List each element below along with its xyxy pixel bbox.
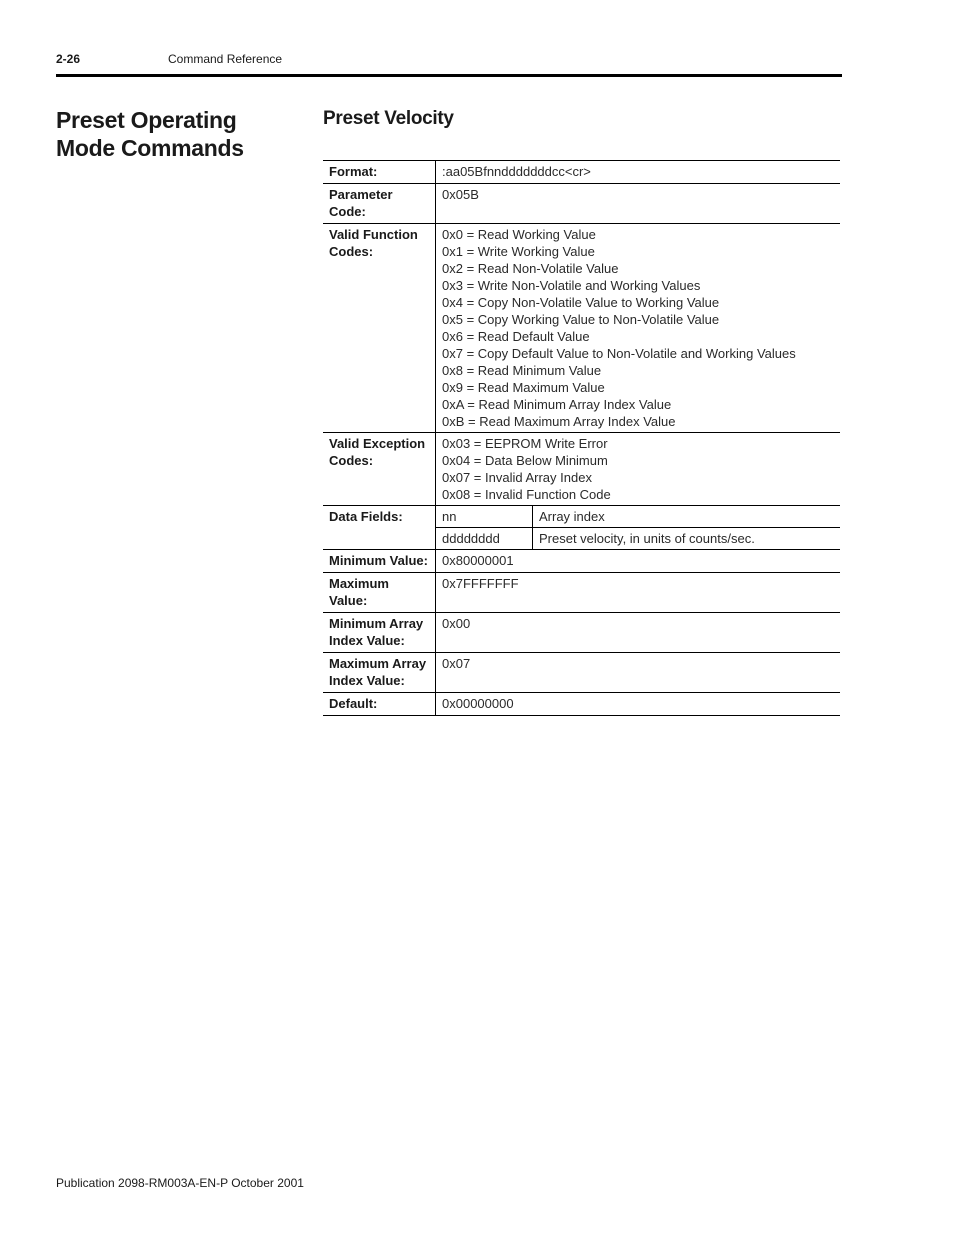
running-title: Command Reference	[168, 52, 283, 66]
row-value	[436, 433, 841, 506]
row-value: 0x80000001	[436, 550, 841, 573]
command-reference-table	[323, 160, 840, 716]
row-label: Data Fields:	[323, 506, 436, 550]
table-row-format	[323, 161, 840, 184]
table-row-minimum-array-index-value	[323, 613, 840, 653]
list-item: 0x03 = EEPROM Write Error	[442, 436, 608, 451]
list-item: 0x08 = Invalid Function Code	[442, 487, 611, 502]
row-value: 0x07	[436, 653, 841, 693]
data-field-description: Array index	[539, 509, 605, 524]
list-item: 0x07 = Invalid Array Index	[442, 470, 592, 485]
list-item: 0x0 = Read Working Value	[442, 227, 596, 242]
table-row-data-fields	[323, 506, 840, 550]
list-item: 0x04 = Data Below Minimum	[442, 453, 608, 468]
row-value: 0x05B	[436, 184, 841, 224]
list-item: 0x8 = Read Minimum Value	[442, 363, 602, 378]
data-field-name: dddddddd	[436, 528, 533, 550]
data-field-row	[436, 528, 840, 550]
list-item: 0x9 = Read Maximum Value	[442, 380, 605, 395]
row-label: Format:	[323, 161, 436, 184]
row-label: Maximum Value:	[323, 573, 436, 613]
row-value: 0x00	[436, 613, 841, 653]
list-item: 0xA = Read Minimum Array Index Value	[442, 397, 672, 412]
page-number: 2-26	[56, 52, 81, 66]
row-label: Maximum Array Index Value:	[323, 653, 436, 693]
table-row-maximum-array-index-value	[323, 653, 840, 693]
list-item: 0x3 = Write Non-Volatile and Working Values	[442, 278, 701, 293]
data-field-name: nn	[436, 506, 533, 528]
list-item: 0xB = Read Maximum Array Index Value	[442, 414, 676, 429]
data-field-description: Preset velocity, in units of counts/sec.	[533, 528, 841, 550]
page-footer: Publication 2098-RM003A-EN-P October 2001	[56, 1176, 304, 1190]
list-item: 0x1 = Write Working Value	[442, 244, 595, 259]
data-fields-table	[436, 506, 840, 549]
table-row-default	[323, 693, 840, 716]
data-field-row	[436, 506, 840, 528]
list-item: 0x7 = Copy Default Value to Non-Volatile and Working Values	[442, 346, 796, 361]
page-header	[56, 52, 842, 68]
header-rule	[56, 74, 842, 77]
row-value: 0x00000000	[436, 693, 841, 716]
row-label: Minimum Value:	[323, 550, 436, 573]
table-row-parameter-code	[323, 184, 840, 224]
list-item: 0x6 = Read Default Value	[442, 329, 590, 344]
sub-title: Preset Velocity	[323, 108, 454, 129]
row-label: Valid Function Codes:	[323, 224, 436, 433]
table-row-minimum-value	[323, 550, 840, 573]
list-item: 0x5 = Copy Working Value to Non-Volatile Value	[442, 312, 720, 327]
row-label: Parameter Code:	[323, 184, 436, 224]
row-label: Default:	[323, 693, 436, 716]
row-value: 0x7FFFFFFF	[436, 573, 841, 613]
row-value	[436, 224, 841, 433]
data-fields-cell	[436, 506, 841, 550]
list-item: 0x4 = Copy Non-Volatile Value to Working Value	[442, 295, 720, 310]
row-value: :aa05Bfnndddddddcc<cr>	[436, 161, 841, 184]
table-row-maximum-value	[323, 573, 840, 613]
table-row-valid-function-codes	[323, 224, 840, 433]
row-label: Minimum Array Index Value:	[323, 613, 436, 653]
table-row-valid-exception-codes	[323, 433, 840, 506]
row-label: Valid Exception Codes:	[323, 433, 436, 506]
list-item: 0x2 = Read Non-Volatile Value	[442, 261, 619, 276]
section-title: Preset Operating Mode Commands	[56, 107, 244, 161]
